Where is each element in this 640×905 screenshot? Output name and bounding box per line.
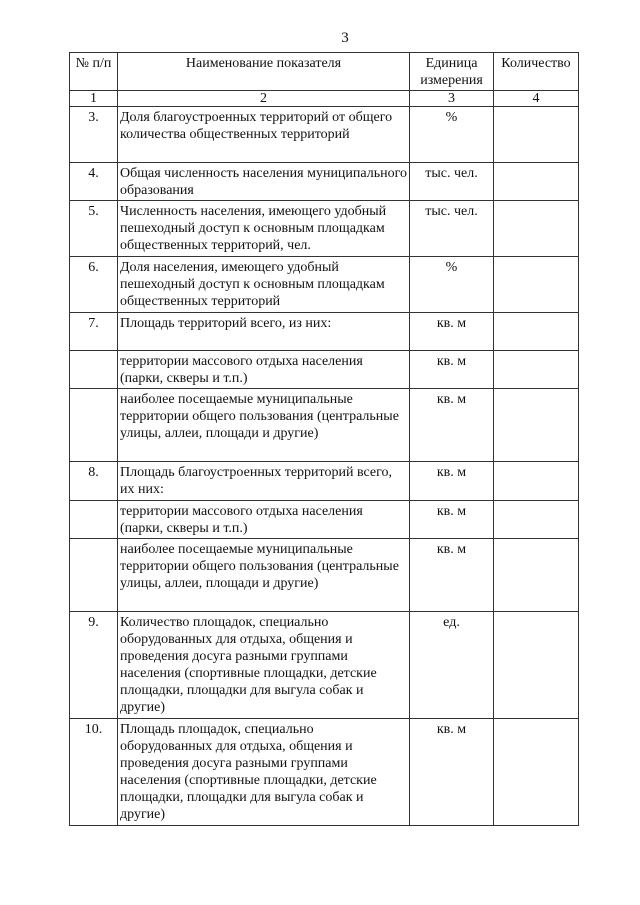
indicator-name: Площадь благоустроенных территорий всего, их них: bbox=[118, 462, 410, 501]
column-index: 4 bbox=[494, 91, 579, 107]
page-number: 3 bbox=[341, 30, 349, 46]
unit-of-measure: кв. м bbox=[410, 462, 494, 501]
indicators-table bbox=[69, 52, 579, 826]
unit-of-measure: кв. м bbox=[410, 501, 494, 539]
table-row bbox=[70, 163, 579, 201]
column-index: 3 bbox=[410, 91, 494, 107]
row-number: 3. bbox=[70, 107, 118, 163]
quantity-value bbox=[494, 107, 579, 163]
unit-of-measure: кв. м bbox=[410, 351, 494, 389]
unit-of-measure: кв. м bbox=[410, 313, 494, 351]
row-number bbox=[70, 389, 118, 462]
header-qty: Количество bbox=[494, 53, 579, 91]
indicator-name: Количество площадок, специально оборудованных для отдыха, общения и проведения досуга разными группами населения (спортивные площадки, детские площадки, площадки для выгула собак и другие) bbox=[118, 612, 410, 719]
row-number: 9. bbox=[70, 612, 118, 719]
indicator-name: Доля населения, имеющего удобный пешеходный доступ к основным площадкам общественных территорий bbox=[118, 257, 410, 313]
quantity-value bbox=[494, 313, 579, 351]
table-row bbox=[70, 501, 579, 539]
row-number: 10. bbox=[70, 719, 118, 826]
unit-of-measure: ед. bbox=[410, 612, 494, 719]
quantity-value bbox=[494, 163, 579, 201]
quantity-value bbox=[494, 351, 579, 389]
column-index: 1 bbox=[70, 91, 118, 107]
row-number bbox=[70, 351, 118, 389]
column-index-row bbox=[70, 91, 579, 107]
indicator-name: Площадь территорий всего, из них: bbox=[118, 313, 410, 351]
row-number: 7. bbox=[70, 313, 118, 351]
table-row bbox=[70, 612, 579, 719]
table-header-row bbox=[70, 53, 579, 91]
unit-of-measure: тыс. чел. bbox=[410, 201, 494, 257]
indicator-name: наиболее посещаемые муниципальные территории общего пользования (центральные улицы, аллеи, площади и другие) bbox=[118, 389, 410, 462]
indicator-name: Доля благоустроенных территорий от общего количества общественных территорий bbox=[118, 107, 410, 163]
table-row bbox=[70, 107, 579, 163]
table-row bbox=[70, 351, 579, 389]
unit-of-measure: тыс. чел. bbox=[410, 163, 494, 201]
indicator-name: Численность населения, имеющего удобный пешеходный доступ к основным площадкам общественных территорий, чел. bbox=[118, 201, 410, 257]
quantity-value bbox=[494, 389, 579, 462]
indicator-name: территории массового отдыха населения (парки, скверы и т.п.) bbox=[118, 501, 410, 539]
indicator-name: Площадь площадок, специально оборудованных для отдыха, общения и проведения досуга разными группами населения (спортивные площадки, детские площадки, площадки для выгула собак и другие) bbox=[118, 719, 410, 826]
table-row bbox=[70, 389, 579, 462]
quantity-value bbox=[494, 257, 579, 313]
table-row bbox=[70, 257, 579, 313]
unit-of-measure: кв. м bbox=[410, 539, 494, 612]
unit-of-measure: кв. м bbox=[410, 719, 494, 826]
header-name: Наименование показателя bbox=[118, 53, 410, 91]
unit-of-measure: % bbox=[410, 107, 494, 163]
quantity-value bbox=[494, 539, 579, 612]
indicator-name: территории массового отдыха населения (парки, скверы и т.п.) bbox=[118, 351, 410, 389]
unit-of-measure: % bbox=[410, 257, 494, 313]
indicator-name: Общая численность населения муниципального образования bbox=[118, 163, 410, 201]
quantity-value bbox=[494, 201, 579, 257]
column-index: 2 bbox=[118, 91, 410, 107]
table-row bbox=[70, 201, 579, 257]
header-unit: Единица измерения bbox=[410, 53, 494, 91]
row-number: 5. bbox=[70, 201, 118, 257]
quantity-value bbox=[494, 462, 579, 501]
row-number: 8. bbox=[70, 462, 118, 501]
quantity-value bbox=[494, 501, 579, 539]
quantity-value bbox=[494, 719, 579, 826]
row-number: 4. bbox=[70, 163, 118, 201]
table-row bbox=[70, 719, 579, 826]
table-row bbox=[70, 313, 579, 351]
unit-of-measure: кв. м bbox=[410, 389, 494, 462]
quantity-value bbox=[494, 612, 579, 719]
table-body bbox=[70, 107, 579, 826]
indicator-name: наиболее посещаемые муниципальные территории общего пользования (центральные улицы, аллеи, площади и другие) bbox=[118, 539, 410, 612]
header-num: № п/п bbox=[70, 53, 118, 91]
row-number bbox=[70, 501, 118, 539]
table-row bbox=[70, 539, 579, 612]
row-number: 6. bbox=[70, 257, 118, 313]
table-row bbox=[70, 462, 579, 501]
row-number bbox=[70, 539, 118, 612]
